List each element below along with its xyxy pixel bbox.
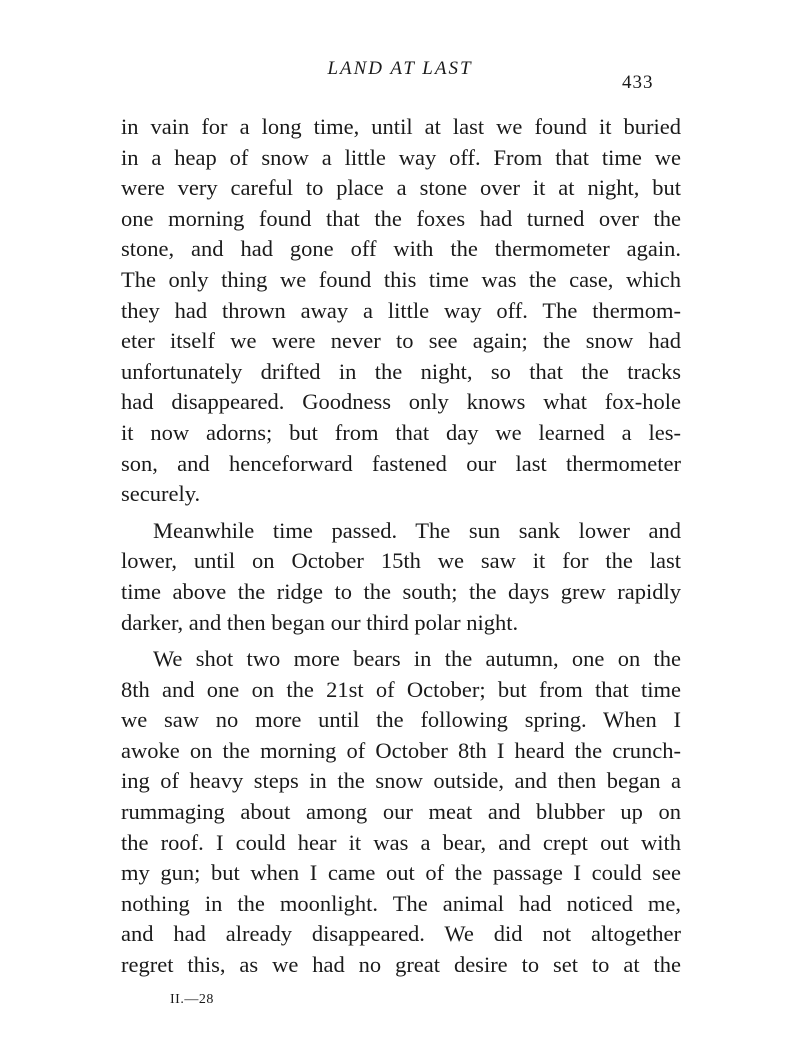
text-line: in a heap of snow a little way off. From that time we <box>121 144 681 170</box>
text-line: ing of heavy steps in the snow outside, and then began a <box>121 768 681 794</box>
text-line: We shot two more bears in the autumn, one on the <box>153 646 681 672</box>
text-line: Meanwhile time passed. The sun sank lower and <box>153 517 681 543</box>
text-line: lower, until on October 15th we saw it for the last <box>121 548 681 574</box>
running-title: LAND AT LAST <box>327 58 473 79</box>
text-line: time above the ridge to the south; the days grew rapidly <box>121 578 681 604</box>
paragraph-1 <box>121 112 681 510</box>
text-line: 8th and one on the 21st of October; but from that time <box>121 676 681 702</box>
text-line: securely. <box>121 481 201 507</box>
text-line: my gun; but when I came out of the passage I could see <box>121 860 681 886</box>
text-line: were very careful to place a stone over it at night, but <box>121 175 681 201</box>
text-line: regret this, as we had no great desire to set to at the <box>121 952 681 978</box>
text-line: in vain for a long time, until at last we found it buried <box>121 114 681 139</box>
text-line: and had already disappeared. We did not altogether <box>121 921 681 947</box>
text-line: son, and henceforward fastened our last thermometer <box>121 450 681 476</box>
text-line: they had thrown away a little way off. The thermom- <box>121 297 681 323</box>
text-line: we saw no more until the following spring. When I <box>121 707 681 733</box>
text-line: awoke on the morning of October 8th I heard the crunch- <box>121 737 681 763</box>
text-line: eter itself we were never to see again; the snow had <box>121 328 681 354</box>
text-line: it now adorns; but from that day we learned a les- <box>121 419 681 445</box>
text-line: one morning found that the foxes had turned over the <box>121 205 681 231</box>
text-line: The only thing we found this time was the case, which <box>121 266 681 292</box>
text-line: the roof. I could hear it was a bear, and crept out with <box>121 829 681 855</box>
signature-mark: II.—28 <box>170 992 214 1007</box>
text-line: stone, and had gone off with the thermometer again. <box>121 236 681 262</box>
text-line: rummaging about among our meat and blubber up on <box>121 799 681 825</box>
text-line: had disappeared. Goodness only knows what fox-hole <box>121 389 681 415</box>
paragraph-3 <box>121 644 681 981</box>
text-line: unfortunately drifted in the night, so that the tracks <box>121 358 681 384</box>
text-line: nothing in the moonlight. The animal had noticed me, <box>121 890 681 916</box>
paragraph-2 <box>121 516 681 638</box>
body-text <box>121 112 681 981</box>
text-line: darker, and then began our third polar night. <box>121 609 519 635</box>
page-number: 433 <box>622 72 654 93</box>
